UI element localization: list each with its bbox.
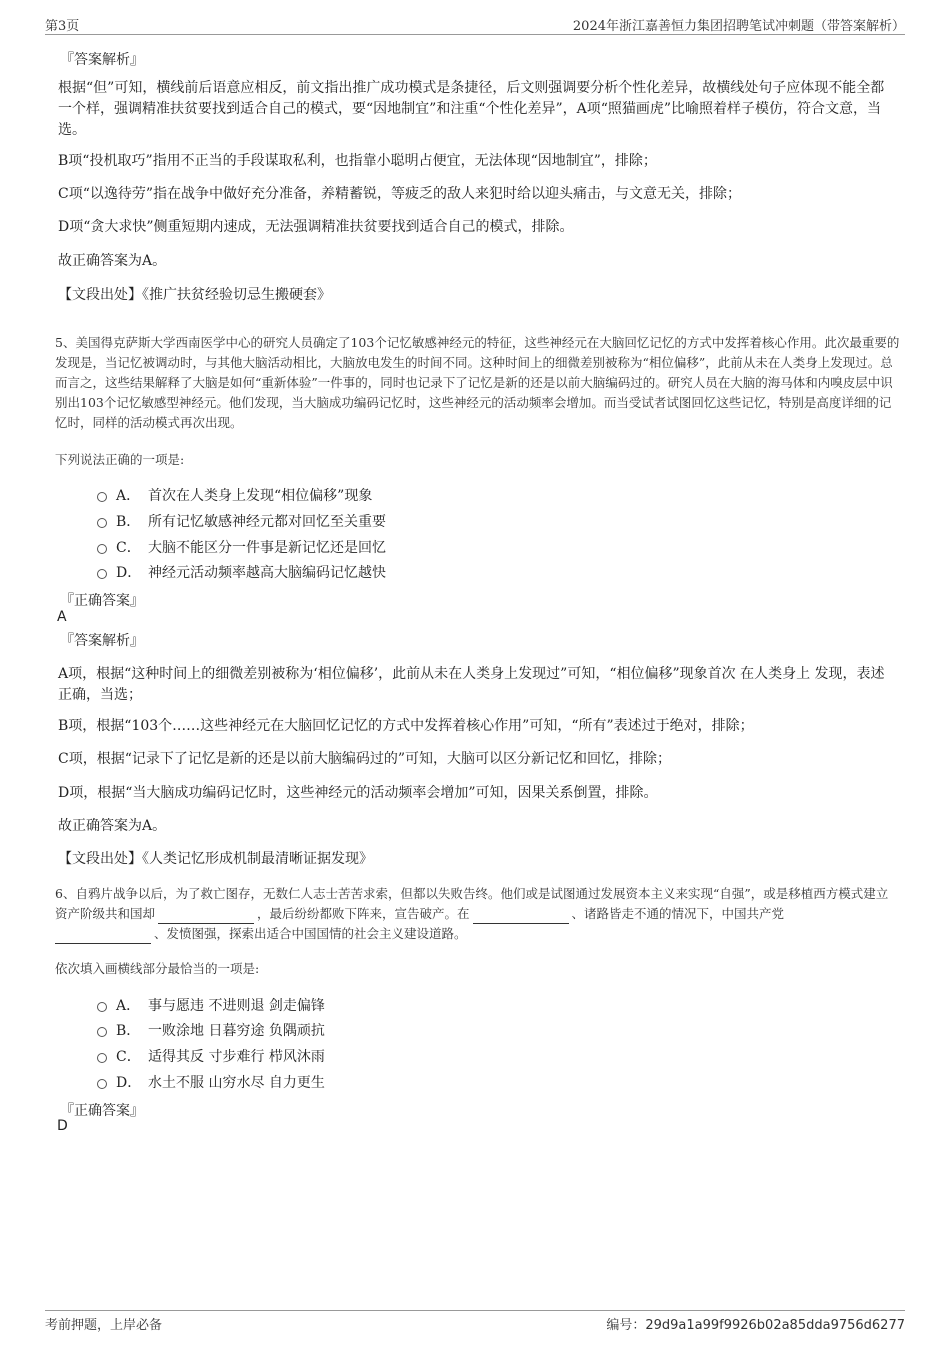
radio-icon[interactable] xyxy=(97,569,107,579)
q6-option-b[interactable] xyxy=(97,1020,325,1040)
option-text: 所有记忆敏感神经元都对回忆至关重要 xyxy=(148,514,386,530)
analysis-option-c: C项“以逸待劳”指在战争中做好充分准备，养精蓄锐，等疲乏的敌人来犯时给以迎头痛击，与文意无关，排除； xyxy=(58,186,742,202)
option-letter: B． xyxy=(116,1023,141,1039)
analysis-option-d: D项，根据“当大脑成功编码记忆时，这些神经元的活动频率会增加”可知，因果关系倒置，排除。 xyxy=(58,785,658,801)
correct-answer-statement: 故正确答案为A。 xyxy=(58,253,167,269)
question-5-stem: 5、美国得克萨斯大学西南医学中心的研究人员确定了103个记忆敏感神经元的特征，这些神经元在大脑回忆记忆的方式中发挥着核心作用。此次最重要的发现是，当记忆被调动时，与其他大脑活动相比，大脑放电发生的时间不同。这种时间上的细微差别被称为“相位偏移”，此前从未在人类身上发现过。总而言之，这些结果解释了大脑是如何“重新体验”一件事的，同时也记录下了记忆是新的还是以前大脑编码过的。研究人员在大脑的海马体和内嗅皮层中识别出103个记忆敏感型神经元。他们发现，当大脑成功编码记忆时，这些神经元的活动频率会增加。而当受试者试图回忆这些记忆，特别是高度详细的记忆时，同样的活动模式再次出现。 xyxy=(55,335,900,430)
question-6-prompt: 依次填入画横线部分最恰当的一项是: xyxy=(55,961,260,976)
document-code xyxy=(606,1314,905,1333)
radio-icon[interactable] xyxy=(97,1053,107,1063)
correct-answer-label: 『正确答案』 xyxy=(60,593,144,609)
analysis-option-d: D项“贪大求快”侧重短期内速成，无法强调精准扶贫要找到适合自己的模式，排除。 xyxy=(58,219,574,235)
option-text: 一败涂地 日暮穷途 负隅顽抗 xyxy=(148,1023,325,1039)
option-text: 大脑不能区分一件事是新记忆还是回忆 xyxy=(148,540,386,556)
option-letter: A． xyxy=(116,998,141,1014)
option-text: 神经元活动频率越高大脑编码记忆越快 xyxy=(148,565,386,581)
correct-answer-statement: 故正确答案为A。 xyxy=(58,818,167,834)
page-number: 第3页 xyxy=(45,19,80,34)
q6-option-a[interactable] xyxy=(97,995,325,1015)
analysis-option-a: A项，根据“这种时间上的细微差别被称为‘相位偏移’，此前从未在人类身上发现过”可知，“相位偏移”现象首次 在人类身上 发现，表述正确，当选； xyxy=(58,666,885,703)
analysis-option-c: C项，根据“记录下了记忆是新的还是以前大脑编码过的”可知，大脑可以区分新记忆和回忆，排除； xyxy=(58,751,672,767)
header-divider xyxy=(45,34,905,35)
analysis-label: 『答案解析』 xyxy=(60,52,144,68)
footer-divider xyxy=(45,1310,905,1311)
analysis-paragraph: 根据“但”可知，横线前后语意应相反，前文指出推广成功模式是条捷径，后文则强调要分析个性化差异，故横线处句子应体现不能全都一个样，强调精准扶贫要找到适合自己的模式，要“因地制宜”和注重“个性化差异”，A项“照猫画虎”比喻照着样子模仿，符合文意，当选。 xyxy=(58,80,885,138)
stem-part: 、诸路皆走不通的情况下，中国共产党 xyxy=(571,906,785,921)
analysis-label: 『答案解析』 xyxy=(60,633,144,649)
stem-part: 、发愤图强，探索出适合中国国情的社会主义建设道路。 xyxy=(154,926,467,941)
q5-option-c[interactable] xyxy=(97,537,386,557)
option-letter: B． xyxy=(116,514,141,530)
option-text: 适得其反 寸步难行 栉风沐雨 xyxy=(148,1049,325,1065)
option-letter: A． xyxy=(116,488,141,504)
option-text: 首次在人类身上发现“相位偏移”现象 xyxy=(148,488,373,504)
option-text: 事与愿违 不进则退 剑走偏锋 xyxy=(148,998,325,1014)
q5-option-b[interactable] xyxy=(97,511,386,531)
correct-answer-value: A xyxy=(57,609,67,625)
fill-blank-1 xyxy=(158,909,254,924)
radio-icon[interactable] xyxy=(97,518,107,528)
radio-icon[interactable] xyxy=(97,1002,107,1012)
code-value: 29d9a1a99f9926b02a85dda9756d6277 xyxy=(645,1318,905,1333)
fill-blank-2 xyxy=(473,909,569,924)
fill-blank-3 xyxy=(55,929,151,944)
analysis-option-b: B项“投机取巧”指用不正当的手段谋取私利，也指靠小聪明占便宜，无法体现“因地制宜”，排除； xyxy=(58,153,657,169)
option-letter: D． xyxy=(116,1075,142,1091)
correct-answer-label: 『正确答案』 xyxy=(60,1103,144,1119)
question-6-stem xyxy=(55,884,900,944)
stem-part: ，最后纷纷都败下阵来，宣告破产。在 xyxy=(257,906,470,921)
option-letter: C． xyxy=(116,1049,141,1065)
radio-icon[interactable] xyxy=(97,544,107,554)
radio-icon[interactable] xyxy=(97,1079,107,1089)
source-citation: 【文段出处】《推广扶贫经验切忌生搬硬套》 xyxy=(58,287,331,303)
q6-option-d[interactable] xyxy=(97,1072,325,1092)
option-text: 水土不服 山穷水尽 自力更生 xyxy=(148,1075,325,1091)
footer-slogan: 考前押题，上岸必备 xyxy=(45,1318,163,1333)
option-letter: D． xyxy=(116,565,142,581)
source-citation: 【文段出处】《人类记忆形成机制最清晰证据发现》 xyxy=(58,851,373,867)
stem-part: 6、自鸦片战争以后，为了救亡图存，无数仁人志士苦苦求索，但都以失败告终。他们或是试图通过发展资本主义来实现“自强”，或是移植西方模式建立资产阶级共和国却 xyxy=(55,886,889,921)
analysis-option-b: B项，根据“103个……这些神经元在大脑回忆记忆的方式中发挥着核心作用”可知，“所有”表述过于绝对，排除； xyxy=(58,718,754,734)
option-letter: C． xyxy=(116,540,141,556)
question-5-prompt: 下列说法正确的一项是: xyxy=(55,452,185,467)
radio-icon[interactable] xyxy=(97,492,107,502)
q5-option-d[interactable] xyxy=(97,562,386,582)
q5-option-a[interactable] xyxy=(97,485,372,505)
document-title: 2024年浙江嘉善恒力集团招聘笔试冲刺题（带答案解析） xyxy=(572,19,905,34)
radio-icon[interactable] xyxy=(97,1027,107,1037)
correct-answer-value: D xyxy=(57,1118,68,1134)
code-label: 编号： xyxy=(606,1318,646,1333)
q6-option-c[interactable] xyxy=(97,1046,325,1066)
